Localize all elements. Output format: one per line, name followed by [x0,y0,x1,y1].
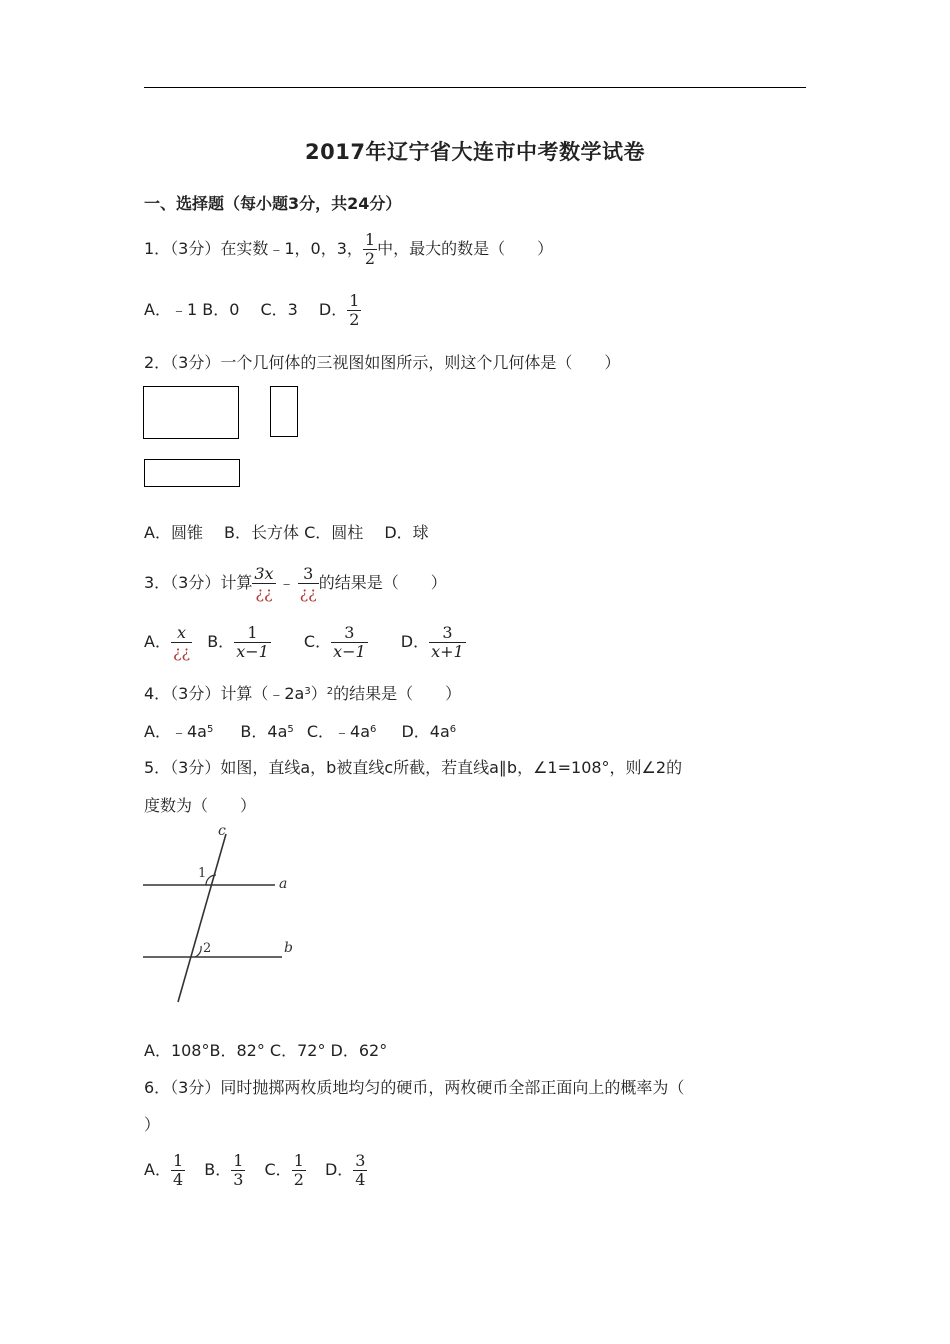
line-c [178,834,226,1002]
fraction: $\frac{1}{4}$ [172,1151,184,1189]
parallel-lines-figure [140,822,310,1008]
fraction: $\frac{3}{4}$ [355,1151,366,1189]
fraction: $\frac{1}{2}$ [349,291,360,329]
label-c: c [218,823,226,839]
question-4: 4．（3分）计算$(﹣2a^3)^2$的结果是（ ） [144,684,462,703]
fraction: $\frac{3}{¿¿}$ [299,564,317,602]
angle-2-arc [195,946,201,957]
question-5-line2: 度数为（ ） [144,796,257,815]
side-view-rect [270,386,298,437]
label-a: a [279,876,288,892]
fraction: $\frac{3}{x-1}$ [333,623,366,661]
question-6-line2: ） [144,1115,161,1134]
fraction: $\frac{1}{2}$ [293,1151,304,1189]
question-6-line1: 6．（3分）同时抛掷两枚质地均匀的硬币，两枚硬币全部正面向上的概率为（ [144,1078,685,1097]
question-1: 1．（3分）在实数﹣1，0，3， $\frac{1}{2}$ 中，最大的数是（ ） [144,230,554,268]
question-6-options: A． $\frac{1}{4}$ B． $\frac{1}{3}$ C． $\frac{1}{2}$ D． $\frac{3}{4}$ [144,1151,366,1189]
question-2: 2．（3分）一个几何体的三视图如图所示，则这个几何体是（ ） [144,353,621,372]
question-4-options: A．$﹣4a^5$ B．$4a^5$ C．$﹣4a^6$ D．$4a^6$ [144,722,457,741]
question-5-options: A．108°B．82° C．72° D．62° [144,1041,388,1060]
fraction: $\frac{3}{x+1}$ [431,623,464,661]
question-5-line1: 5．（3分）如图，直线a，b被直线c所截，若直线a∥b，∠1=108°，则∠2的 [144,758,683,777]
section-heading: 一、选择题（每小题3分，共24分） [144,194,402,213]
fraction: $\frac{3x}{¿¿}$ [254,564,274,602]
question-3-options: A． $\frac{x}{¿¿}$ B． $\frac{1}{x-1}$ C． $\frac{3}{x-1}$ D． $\frac{3}{x+1}$ [144,623,464,661]
label-b: b [284,940,293,956]
top-view-rect [144,459,240,487]
header-rule [144,87,806,88]
question-1-options: A．﹣1 B．0 C．3 D． $\frac{1}{2}$ [144,291,360,329]
fraction: $\frac{1}{x-1}$ [236,623,269,661]
fraction: $\frac{1}{3}$ [233,1151,244,1189]
page-title: 2017年辽宁省大连市中考数学试卷 [305,140,645,164]
label-angle-2: 2 [203,941,212,956]
front-view-rect [143,386,239,439]
question-3: 3．（3分）计算 $\frac{3x}{¿¿}$ ﹣ $\frac{3}{¿¿}$ 的结果是（ ） [144,564,447,602]
fraction: $\frac{1}{2}$ [364,230,376,268]
question-2-options: A．圆锥 B．长方体 C．圆柱 D．球 [144,523,429,542]
label-angle-1: 1 [198,866,207,881]
fraction: $\frac{x}{¿¿}$ [172,623,191,661]
